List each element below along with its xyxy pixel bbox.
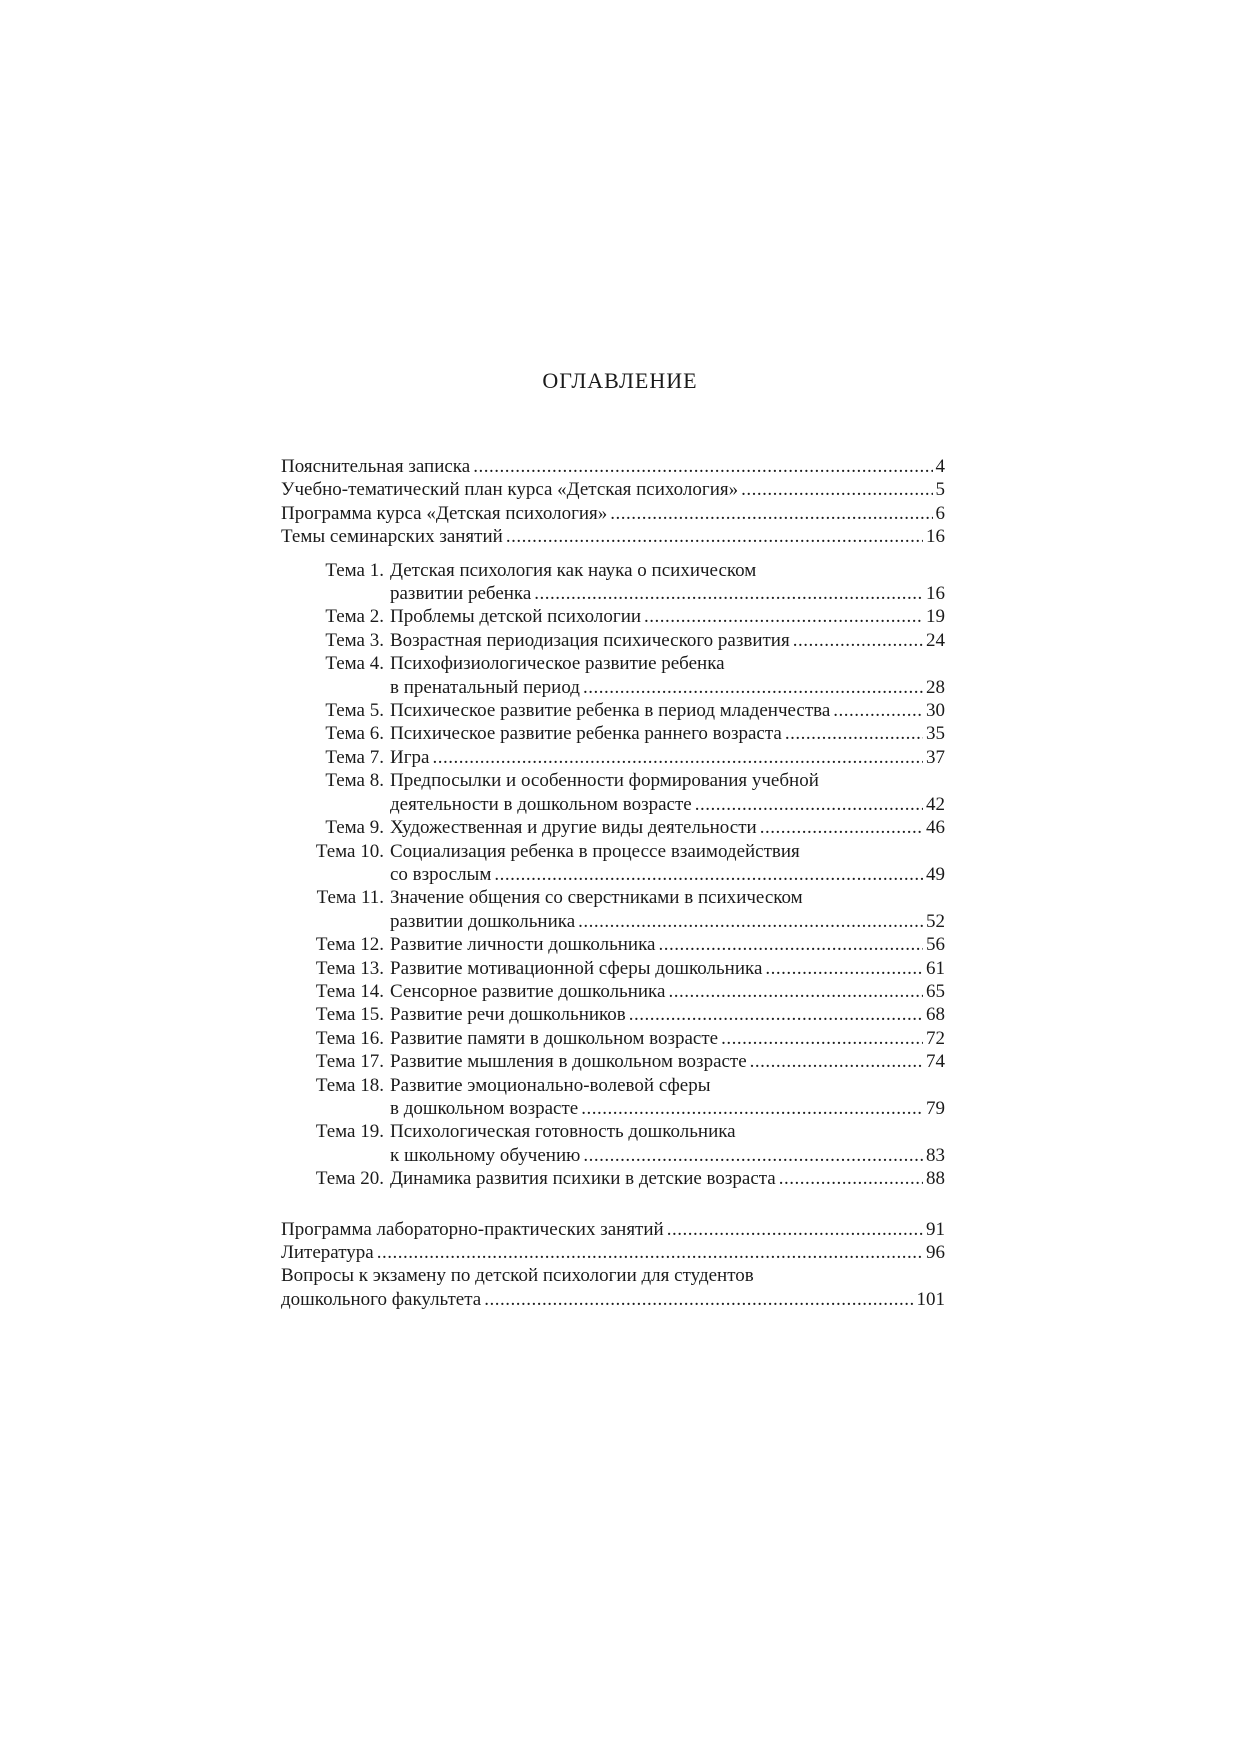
toc-entry-page: 4 [935, 456, 945, 477]
topic-title: Возрастная периодизация психического развития [390, 629, 790, 651]
topic-number: Тема 7. [325, 746, 384, 768]
dot-leader [695, 793, 923, 816]
toc-topic-entry[interactable] [281, 605, 945, 628]
toc-entry-label-line: Вопросы к экзамену по детской психологии для студентов [281, 1265, 754, 1287]
topic-number: Тема 12. [315, 934, 384, 956]
topic-title-continuation: в дошкольном возрасте [390, 1097, 579, 1119]
dot-leader [494, 863, 923, 886]
topic-number: Тема 18. [315, 1074, 384, 1096]
topic-title: Художественная и другие виды деятельности [390, 817, 757, 839]
topic-title-continuation: развитии ребенка [390, 583, 532, 605]
toc-topic-entry[interactable] [281, 1167, 945, 1190]
dot-leader [741, 478, 932, 501]
toc-entry-page: 16 [926, 583, 945, 605]
topic-title-line: Значение общения со сверстниками в психическом [390, 887, 803, 909]
dot-leader [760, 816, 923, 839]
toc-entry-page: 37 [926, 746, 945, 768]
toc-topic-entry[interactable] [281, 699, 945, 722]
topic-number: Тема 3. [325, 629, 384, 651]
topic-title: Развитие мышления в дошкольном возрасте [390, 1051, 747, 1073]
topic-title-continuation: к школьному обучению [390, 1144, 581, 1166]
toc-topic-entry[interactable] [281, 559, 945, 606]
dot-leader [785, 722, 923, 745]
topic-title-line: Детская психология как наука о психическом [390, 559, 757, 581]
toc-entry-page: 74 [926, 1051, 945, 1073]
dot-leader [432, 746, 923, 769]
toc-entry-page: 52 [926, 910, 945, 932]
toc-entry[interactable] [281, 502, 945, 525]
toc-topic-entry[interactable] [281, 1003, 945, 1026]
topic-number: Тема 2. [325, 606, 384, 628]
toc-entry-page: 91 [926, 1218, 945, 1240]
toc-entry-label: дошкольного факультета [281, 1288, 482, 1310]
toc-entry-page: 19 [926, 606, 945, 628]
dot-leader [581, 1097, 923, 1120]
toc-entry-page: 35 [926, 723, 945, 745]
toc-topic-entry[interactable] [281, 746, 945, 769]
toc-entry-label: Пояснительная записка [281, 456, 471, 477]
topic-title: Сенсорное развитие дошкольника [390, 980, 666, 1002]
dot-leader [583, 676, 923, 699]
topic-number: Тема 11. [316, 887, 384, 909]
toc-entry-label: Темы семинарских занятий [281, 526, 503, 548]
toc-entry-page: 16 [926, 526, 945, 548]
dot-leader [578, 910, 923, 933]
topic-title: Развитие личности дошкольника [390, 934, 656, 956]
topic-title: Психическое развитие ребенка в период младенчества [390, 700, 831, 722]
toc-entry-label: Программа курса «Детская психология» [281, 502, 608, 524]
topic-title: Развитие речи дошкольников [390, 1004, 626, 1026]
dot-leader [668, 980, 923, 1003]
topic-title: Развитие мотивационной сферы дошкольника [390, 957, 763, 979]
toc-entry-page: 46 [926, 817, 945, 839]
toc-entry[interactable] [281, 1241, 945, 1264]
toc-entry-page: 68 [926, 1004, 945, 1026]
table-of-contents [281, 455, 945, 1311]
toc-entry-page: 30 [926, 700, 945, 722]
topic-number: Тема 4. [325, 653, 384, 675]
toc-topic-entry[interactable] [281, 722, 945, 745]
toc-entry-page: 28 [926, 676, 945, 698]
topic-number: Тема 15. [315, 1004, 384, 1026]
topic-title: Психическое развитие ребенка раннего возраста [390, 723, 782, 745]
topic-title: Проблемы детской психологии [390, 606, 642, 628]
toc-entry-page: 83 [926, 1144, 945, 1166]
topic-title-line: Социализация ребенка в процессе взаимодействия [390, 840, 800, 862]
dot-leader [667, 1218, 923, 1241]
toc-topic-entry[interactable] [281, 957, 945, 980]
topic-title-line: Психологическая готовность дошкольника [390, 1121, 736, 1143]
topic-number: Тема 16. [315, 1027, 384, 1049]
topic-title-line: Предпосылки и особенности формирования учебной [390, 770, 819, 792]
toc-entry-page: 65 [926, 980, 945, 1002]
toc-topic-entry[interactable] [281, 816, 945, 839]
toc-entry-page: 96 [926, 1242, 945, 1263]
toc-entry[interactable] [281, 455, 945, 478]
dot-leader [583, 1144, 923, 1167]
dot-leader [610, 502, 932, 525]
toc-topic-entry[interactable] [281, 980, 945, 1003]
toc-entry-multiline[interactable] [281, 1264, 945, 1311]
dot-leader [644, 605, 923, 628]
dot-leader [629, 1003, 923, 1026]
topic-number: Тема 20. [315, 1168, 384, 1190]
topic-title-continuation: развитии дошкольника [390, 910, 576, 932]
topic-number: Тема 17. [315, 1051, 384, 1073]
toc-topic-entry[interactable] [281, 1050, 945, 1073]
toc-topic-entry[interactable] [281, 629, 945, 652]
topic-number: Тема 6. [325, 723, 384, 745]
dot-leader [721, 1027, 923, 1050]
dot-leader [779, 1167, 923, 1190]
topic-title: Игра [390, 746, 430, 768]
toc-topic-entry[interactable] [281, 886, 945, 933]
toc-entry-page: 79 [926, 1097, 945, 1119]
toc-topic-entry[interactable] [281, 769, 945, 816]
topic-title: Динамика развития психики в детские возраста [390, 1168, 776, 1190]
topic-number: Тема 14. [315, 980, 384, 1002]
toc-entry-label: Программа лабораторно-практических занятий [281, 1218, 664, 1240]
topic-title: Развитие памяти в дошкольном возрасте [390, 1027, 719, 1049]
toc-topic-entry[interactable] [281, 652, 945, 699]
toc-entry-page: 5 [935, 479, 945, 501]
toc-entry-page: 56 [926, 934, 945, 956]
dot-leader [793, 629, 923, 652]
dot-leader [833, 699, 923, 722]
toc-entry-label: Учебно-тематический план курса «Детская психология» [281, 479, 739, 501]
topic-title-continuation: в пренатальный период [390, 676, 580, 698]
dot-leader [377, 1241, 923, 1264]
toc-entry-page: 88 [926, 1168, 945, 1190]
page-title: ОГЛАВЛЕНИЕ [542, 368, 698, 393]
topic-number: Тема 8. [325, 770, 384, 792]
toc-topic-entry[interactable] [281, 840, 945, 887]
topic-title-continuation: со взрослым [390, 863, 492, 885]
dot-leader [473, 455, 932, 478]
toc-entry-page: 6 [935, 502, 945, 524]
dot-leader [484, 1288, 913, 1311]
topic-title-line: Психофизиологическое развитие ребенка [390, 653, 725, 675]
toc-topic-entry[interactable] [281, 1074, 945, 1121]
toc-entry-page: 61 [926, 957, 945, 979]
topic-title-line: Развитие эмоционально-волевой сферы [390, 1074, 711, 1096]
topic-number: Тема 13. [315, 957, 384, 979]
dot-leader [658, 933, 923, 956]
topic-number: Тема 5. [325, 700, 384, 722]
toc-entry-page: 42 [926, 793, 945, 815]
dot-leader [750, 1050, 923, 1073]
topic-number: Тема 19. [315, 1121, 384, 1143]
topic-number: Тема 10. [315, 840, 384, 862]
toc-entry[interactable] [281, 525, 945, 548]
toc-entry-page: 24 [926, 629, 945, 651]
toc-entry-page: 72 [926, 1027, 945, 1049]
toc-entry-label: Литература [281, 1242, 374, 1263]
topic-number: Тема 9. [325, 817, 384, 839]
toc-topic-entry[interactable] [281, 933, 945, 956]
toc-entry[interactable] [281, 478, 945, 501]
toc-entry[interactable] [281, 1218, 945, 1241]
topic-number: Тема 1. [325, 559, 384, 581]
toc-topic-entry[interactable] [281, 1120, 945, 1167]
dot-leader [506, 525, 923, 548]
toc-topic-entry[interactable] [281, 1027, 945, 1050]
dot-leader [534, 582, 923, 605]
topic-title-continuation: деятельности в дошкольном возрасте [390, 793, 692, 815]
toc-entry-page: 49 [926, 863, 945, 885]
dot-leader [765, 957, 923, 980]
toc-entry-page: 101 [916, 1288, 945, 1310]
